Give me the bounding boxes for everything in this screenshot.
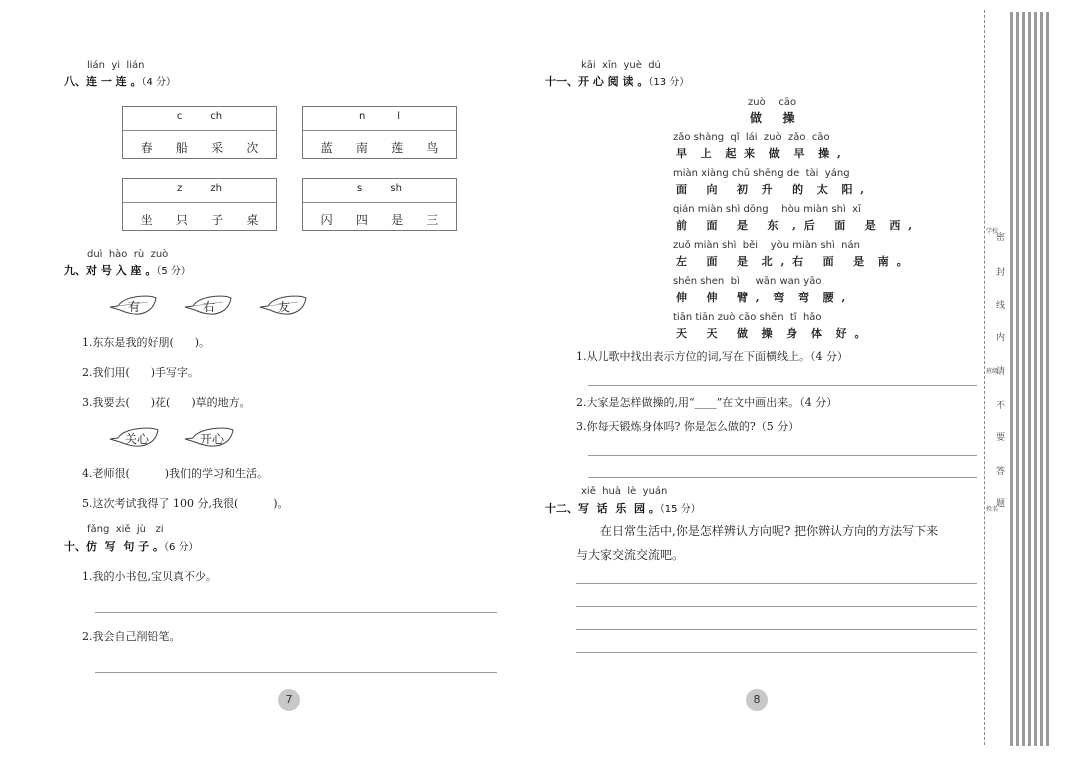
poem-line: 早 上 起 来 做 早 操 ,: [676, 147, 843, 160]
poem-line-pinyin: zǎo shàng qǐ lái zuò zǎo cāo: [673, 132, 830, 143]
answer-line[interactable]: [588, 477, 977, 478]
question-11-2: 2.大家是怎样做操的,用“____”在文中画出来。（4 分）: [576, 396, 838, 409]
poem-line-pinyin: qián miàn shì dōng hòu miàn shì xī: [673, 204, 861, 215]
question-9-2: 2.我们用( )手写字。: [82, 366, 200, 379]
section-9-title: 九、对 号 入 座 。（5 分）: [64, 264, 191, 277]
binding-cut-line: [984, 10, 985, 745]
binding-label: 线: [996, 301, 1006, 311]
leaf-word-card: 有: [108, 294, 154, 318]
poem-line: 前 面 是 东 , 后 面 是 西 ,: [676, 219, 915, 232]
binding-label: 不: [996, 401, 1006, 411]
answer-line[interactable]: [576, 606, 977, 607]
writing-prompt-line-2: 与大家交流交流吧。: [576, 548, 685, 562]
section-11-pinyin: kāi xīn yuè dú: [581, 60, 661, 71]
binding-small-label: 姓名: [986, 506, 999, 513]
page-number-right: 8: [746, 689, 768, 711]
question-9-1: 1.东东是我的好朋( )。: [82, 336, 211, 349]
section-8-pinyin: lián yi lián: [87, 60, 145, 71]
poem-line: 天 天 做 操 身 体 好 。: [676, 327, 868, 340]
answer-line[interactable]: [576, 583, 977, 584]
page-number-left: 7: [278, 689, 300, 711]
section-9-pinyin: duì hào rù zuò: [87, 249, 169, 260]
answer-line[interactable]: [576, 652, 977, 653]
section-10-pinyin: fǎng xiě jù zi: [87, 524, 164, 535]
binding-label: 答: [996, 467, 1006, 477]
binding-label: 题: [996, 499, 1006, 509]
matching-box-3: z zh 坐 只 子 桌: [122, 178, 277, 231]
binding-label: 内: [996, 333, 1006, 343]
matching-box-2: n l 蓝 南 莲 鸟: [302, 106, 457, 159]
section-11-title: 十一、开 心 阅 读 。（13 分）: [545, 75, 690, 88]
binding-small-label: 班级: [986, 368, 999, 375]
answer-line[interactable]: [588, 385, 977, 386]
section-10-title: 十、仿 写 句 子 。（6 分）: [64, 540, 199, 553]
matching-box-1: c ch 春 船 采 次: [122, 106, 277, 159]
answer-line[interactable]: [576, 629, 977, 630]
answer-line[interactable]: [95, 672, 497, 673]
section-8-title: 八、连 一 连 。（4 分）: [64, 75, 177, 88]
leaf-word-card: 开心: [183, 426, 235, 450]
binding-label: 要: [996, 433, 1006, 443]
answer-line[interactable]: [95, 612, 497, 613]
poem-line-pinyin: tiān tiān zuò cāo shēn tǐ hǎo: [673, 312, 822, 323]
poem-line: 左 面 是 北 , 右 面 是 南 。: [676, 255, 910, 268]
question-10-2: 2.我会自己削铅笔。: [82, 630, 181, 643]
leaf-word-card: 右: [183, 294, 229, 318]
leaf-word-card: 友: [258, 294, 304, 318]
section-12-title: 十二、写 话 乐 园 。（15 分）: [545, 502, 701, 515]
question-9-3: 3.我要去( )花( )草的地方。: [82, 396, 251, 409]
binding-label: 请: [996, 367, 1006, 377]
poem-title: 做 操: [750, 111, 797, 125]
leaf-word-card: 关心: [108, 426, 160, 450]
question-9-4: 4.老师很( )我们的学习和生活。: [82, 467, 269, 480]
binding-small-label: 学校: [986, 228, 999, 235]
question-9-5: 5.这次考试我得了 100 分,我很( )。: [82, 497, 289, 510]
poem-line-pinyin: zuǒ miàn shì běi yòu miàn shì nán: [673, 240, 860, 251]
poem-line: 伸 伸 臂 , 弯 弯 腰 ,: [676, 291, 848, 304]
binding-label: 封: [996, 268, 1006, 278]
answer-line[interactable]: [588, 455, 977, 456]
poem-line: 面 向 初 升 的 太 阳 ,: [676, 183, 867, 196]
binding-label: 密: [996, 233, 1006, 243]
writing-prompt-line-1: 在日常生活中,你是怎样辨认方向呢? 把你辨认方向的方法写下来: [600, 524, 939, 538]
poem-line-pinyin: shēn shen bì wān wan yāo: [673, 276, 822, 287]
question-11-3: 3.你每天锻炼身体吗? 你是怎么做的?（5 分）: [576, 420, 800, 433]
poem-title-pinyin: zuò cāo: [748, 97, 797, 108]
question-11-1: 1.从儿歌中找出表示方位的词,写在下面横线上。（4 分）: [576, 350, 848, 363]
question-10-1: 1.我的小书包,宝贝真不少。: [82, 570, 217, 583]
matching-box-4: s sh 闪 四 是 三: [302, 178, 457, 231]
poem-line-pinyin: miàn xiàng chū shēng de tài yáng: [673, 168, 850, 179]
section-12-pinyin: xiě huà lè yuán: [581, 486, 668, 497]
